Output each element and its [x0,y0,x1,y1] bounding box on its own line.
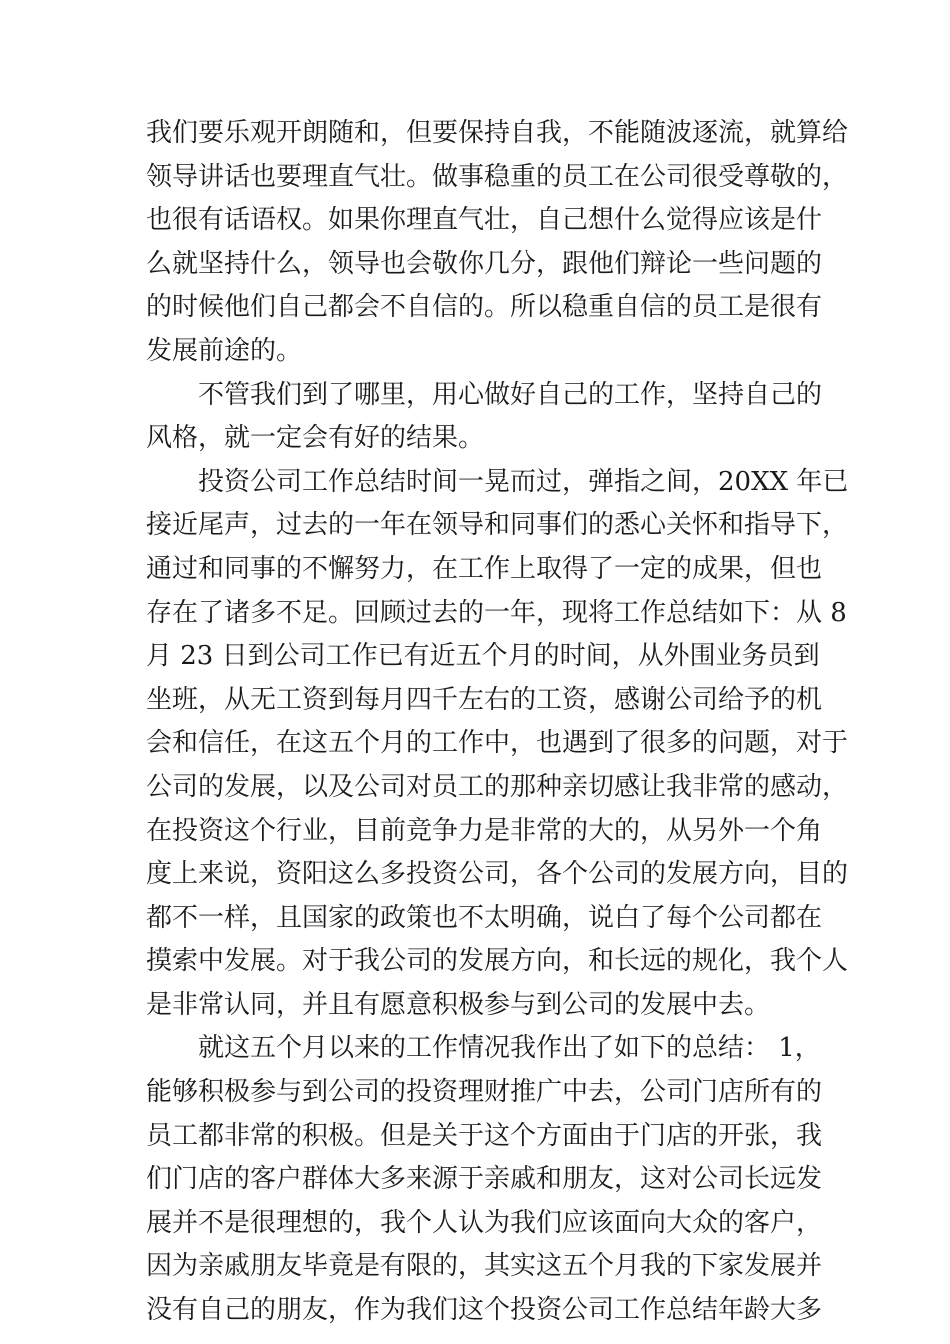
text-line: 也很有话语权。如果你理直气壮，自己想什么觉得应该是什 [146,205,823,236]
text-line: 都不一样，且国家的政策也不太明确，说白了每个公司都在 [146,902,823,933]
text-line: 会和信任，在这五个月的工作中，也遇到了很多的问题，对于 [146,728,849,759]
text-line: 月 23 日到公司工作已有近五个月的时间，从外围业务员到 [146,641,820,672]
text-line: 领导讲话也要理直气壮。做事稳重的员工在公司很受尊敬的， [146,161,849,192]
text-line: 们门店的客户群体大多来源于亲戚和朋友，这对公司长远发 [146,1164,823,1195]
paragraph-2 [146,374,823,461]
text-line: 因为亲戚朋友毕竟是有限的，其实这五个月我的下家发展并 [146,1251,823,1282]
text-line: 风格，就一定会有好的结果。 [146,423,485,454]
text-line: 没有自己的朋友，作为我们这个投资公司工作总结年龄大多 [146,1295,823,1326]
text-line: 接近尾声，过去的一年在领导和同事们的悉心关怀和指导下， [146,510,849,541]
text-line: 投资公司工作总结时间一晃而过，弹指之间，20XX 年已 [198,466,849,497]
document-body [146,112,849,1333]
text-line: 发展前途的。 [146,335,303,366]
text-line: 的时候他们自己都会不自信的。所以稳重自信的员工是很有 [146,292,823,323]
text-line: 么就坚持什么，领导也会敬你几分，跟他们辩论一些问题的 [146,248,823,279]
text-line: 公司的发展，以及公司对员工的那种亲切感让我非常的感动， [146,771,849,802]
paragraph-4 [146,1027,823,1332]
text-line: 通过和同事的不懈努力，在工作上取得了一定的成果，但也 [146,553,823,584]
text-line: 不管我们到了哪里，用心做好自己的工作，坚持自己的 [198,379,823,410]
text-line: 在投资这个行业，目前竞争力是非常的大的，从另外一个角 [146,815,823,846]
text-line: 度上来说，资阳这么多投资公司，各个公司的发展方向，目的 [146,859,849,890]
text-line: 我们要乐观开朗随和，但要保持自我，不能随波逐流，就算给 [146,118,849,148]
text-line: 坐班，从无工资到每月四千左右的工资，感谢公司给予的机 [146,684,823,715]
text-line: 展并不是很理想的，我个人认为我们应该面向大众的客户， [146,1207,823,1238]
paragraph-1 [146,112,849,374]
text-line: 就这五个月以来的工作情况我作出了如下的总结： 1， [198,1033,821,1064]
text-line: 员工都非常的积极。但是关于这个方面由于门店的开张，我 [146,1120,823,1151]
text-line: 摸索中发展。对于我公司的发展方向，和长远的规化，我个人 [146,946,849,977]
text-line: 能够积极参与到公司的投资理财推广中去，公司门店所有的 [146,1077,823,1108]
text-line: 是非常认同，并且有愿意积极参与到公司的发展中去。 [146,989,771,1020]
text-line: 存在了诸多不足。回顾过去的一年，现将工作总结如下：从 8 [146,597,847,628]
paragraph-3 [146,461,849,1028]
